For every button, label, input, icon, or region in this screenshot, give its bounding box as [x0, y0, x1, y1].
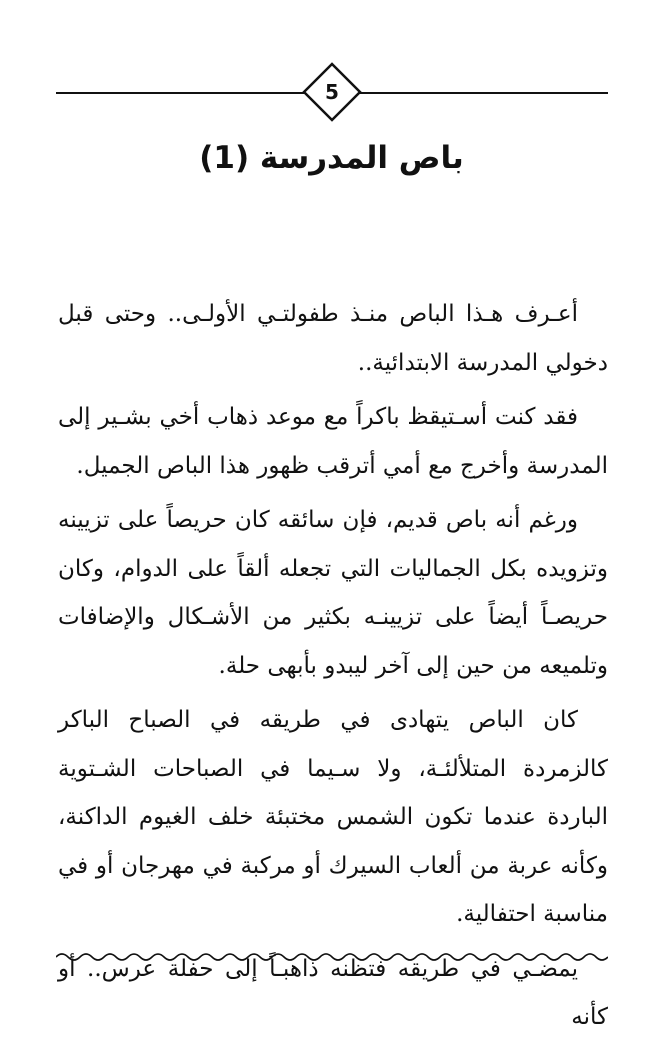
- paragraph: فقد كنت أسـتيقظ باكراً مع موعد ذهاب أخي بشـير إلى المدرسة وأخرج مع أمي أترقب ظهور هذا الباص الجميل.: [58, 404, 608, 479]
- footer-wave-divider: [56, 950, 608, 964]
- chapter-number-badge: [302, 62, 362, 122]
- chapter-header: [56, 62, 608, 122]
- paragraph: أعـرف هـذا الباص منـذ طفولتـي الأولـى.. وحتى قبل دخولي المدرسة الابتدائية..: [58, 301, 608, 376]
- paragraph: ورغم أنه باص قديم، فإن سائقه كان حريصاً على تزيينه وتزويده بكل الجماليات التي تجعله ألقاً على الدوام، وكان حريصـاً أيضاً على تزيينـه بكثير من الأشـكال والإضافات وتلميعه من حين إلى آخر ليبدو بأبهى حلة.: [58, 507, 608, 679]
- paragraph: يمضـي في طريقه فتظنه ذاهبـاً إلى حفلة عرس.. أو كأنه: [58, 955, 608, 1030]
- paragraph: كان الباص يتهادى في طريقه في الصباح الباكر كالزمردة المتلألئـة، ولا سـيما في الصباحات الشـتوية الباردة عندما تكون الشمس مختبئة خلف الغيوم الداكنة، وكأنه عربة من ألعاب السيرك أو مركبة في مهرجان أو في مناسبة احتفالية.: [58, 707, 608, 927]
- chapter-number: 5: [325, 80, 339, 104]
- page-title: باص المدرسة (1): [199, 140, 464, 176]
- body-text: [58, 290, 608, 1048]
